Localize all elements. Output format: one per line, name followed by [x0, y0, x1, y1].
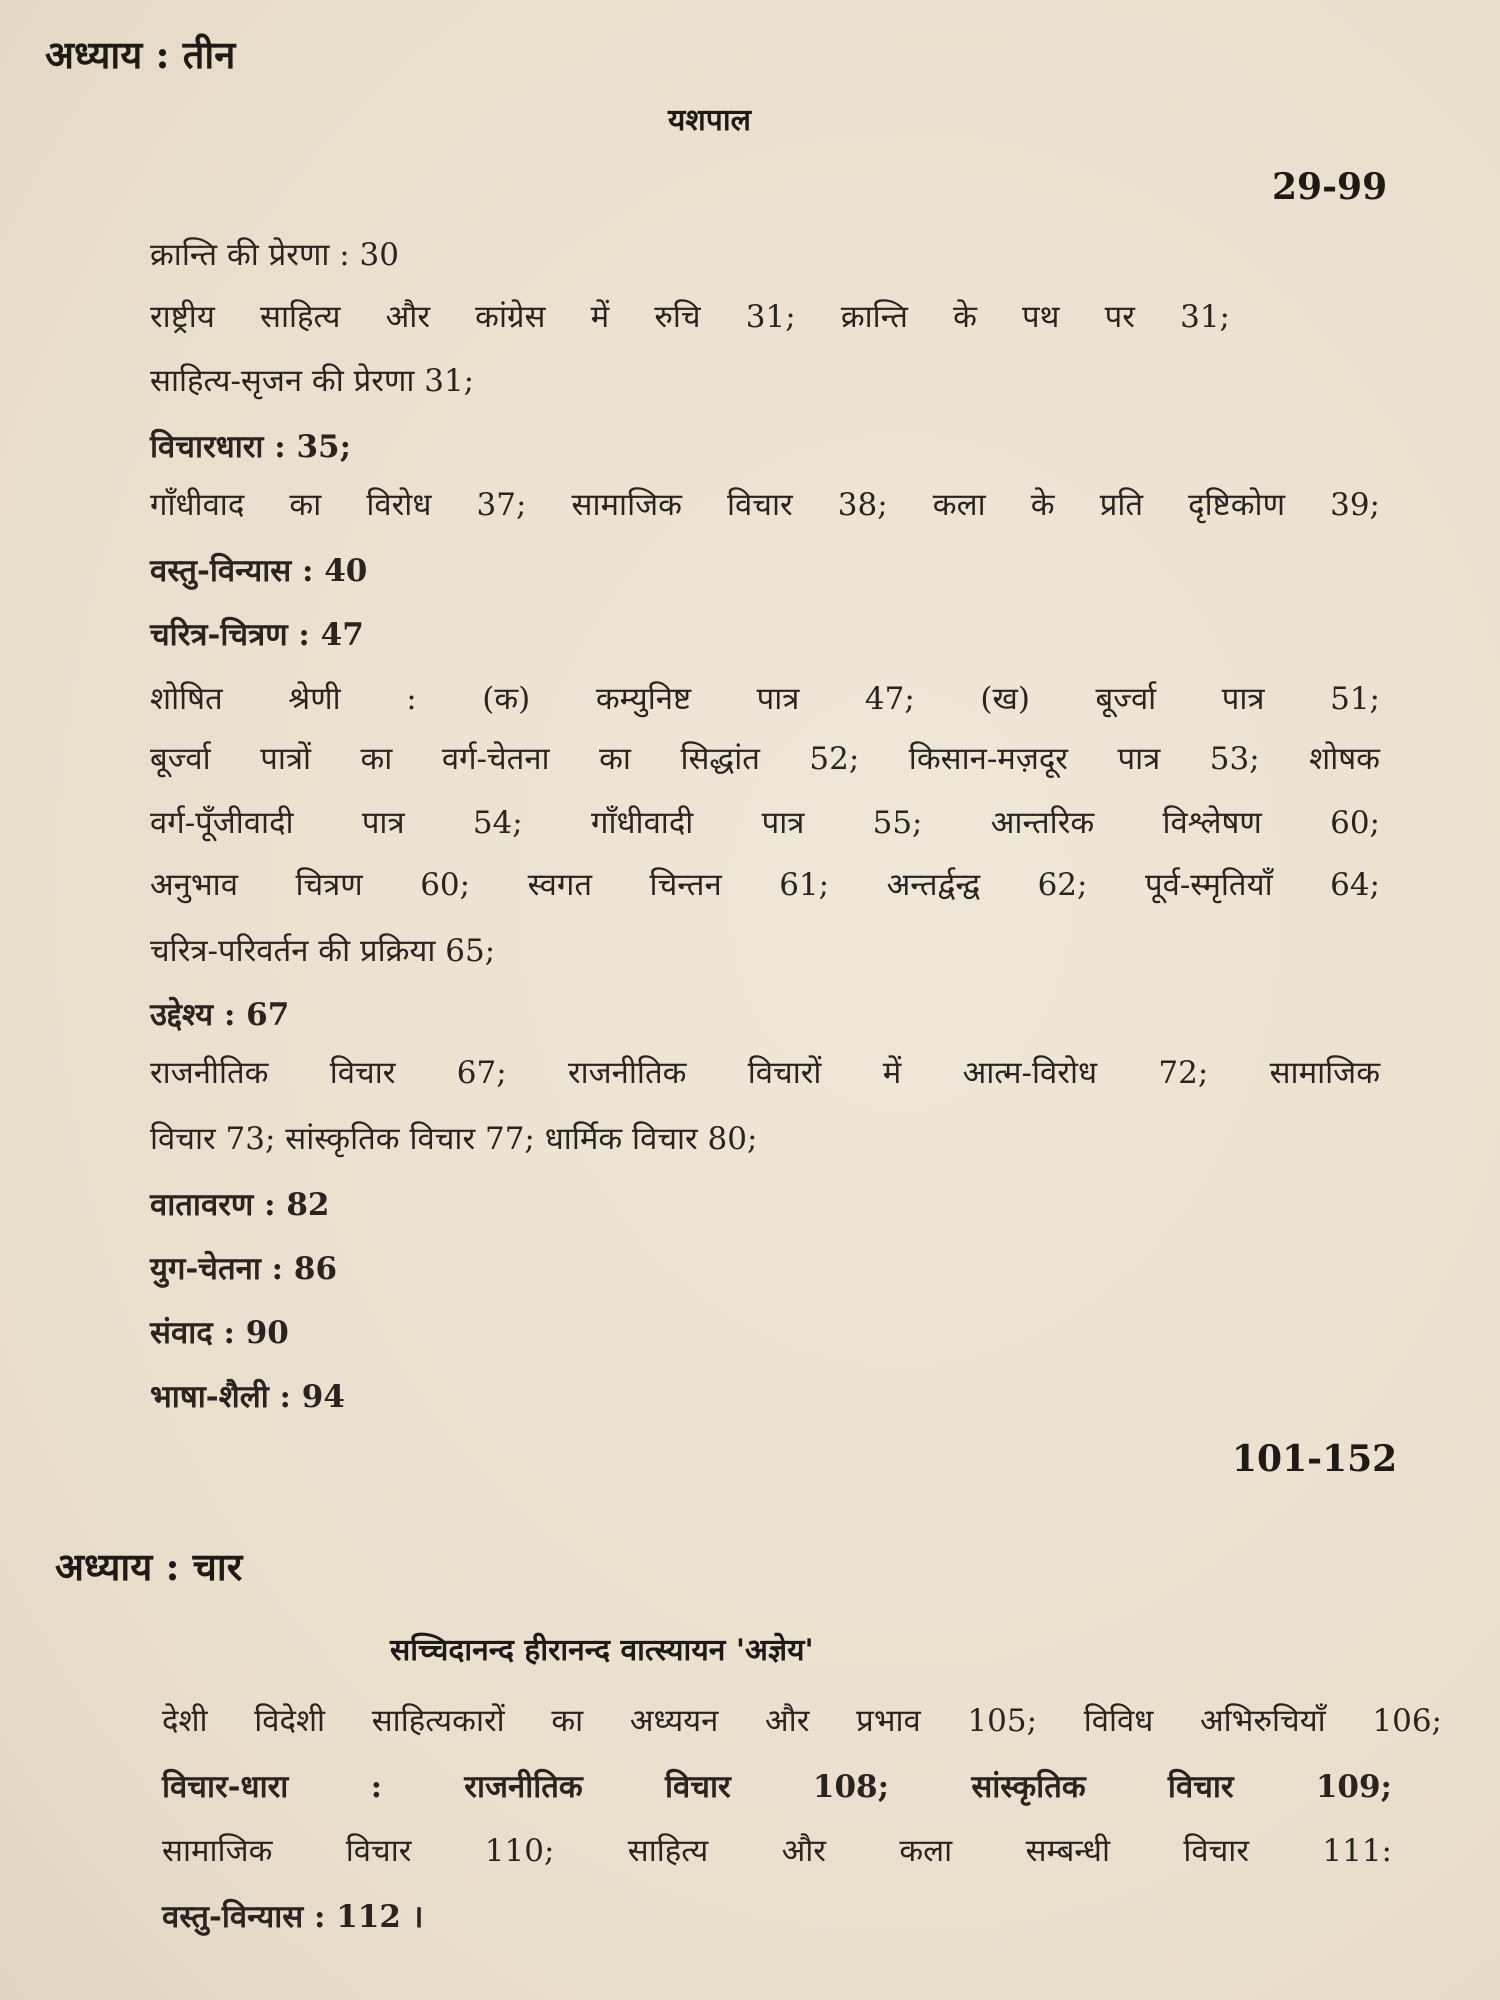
toc-line: विचार 73; सांस्कृतिक विचार 77; धार्मिक विचार 80; — [150, 1121, 758, 1157]
toc-line: बूर्ज्वा पात्रों का वर्ग-चेतना का सिद्धांत 52; किसान-मज़दूर पात्र 53; शोषक — [150, 741, 1380, 777]
chapter4-heading: अध्याय : चार — [55, 1544, 243, 1589]
toc-line: क्रान्ति की प्रेरणा : 30 — [150, 237, 399, 273]
toc-line: राष्ट्रीय साहित्य और कांग्रेस में रुचि 31; क्रान्ति के पथ पर 31; — [150, 299, 1230, 335]
toc-line: साहित्य-सृजन की प्रेरणा 31; — [150, 363, 475, 399]
toc-heading: भाषा-शैली : 94 — [150, 1379, 345, 1415]
toc-heading: वस्तु-विन्यास : 40 — [150, 553, 368, 589]
chapter3-author: यशपाल — [668, 103, 751, 138]
toc-heading: वातावरण : 82 — [150, 1187, 330, 1223]
toc-line: विचार-धारा : राजनीतिक विचार 108; सांस्कृतिक विचार 109; — [162, 1769, 1392, 1805]
toc-heading: वस्तु-विन्यास : 112 । — [162, 1899, 424, 1935]
toc-heading: विचारधारा : 35; — [150, 429, 352, 465]
chapter3-heading: अध्याय : तीन — [45, 32, 236, 77]
toc-line: अनुभाव चित्रण 60; स्वगत चिन्तन 61; अन्तर्द्वन्द्व 62; पूर्व-स्मृतियाँ 64; — [150, 867, 1380, 903]
toc-heading: संवाद : 90 — [150, 1315, 289, 1351]
toc-line: गाँधीवाद का विरोध 37; सामाजिक विचार 38; कला के प्रति दृष्टिकोण 39; — [150, 487, 1380, 523]
toc-line: वर्ग-पूँजीवादी पात्र 54; गाँधीवादी पात्र 55; आन्तरिक विश्लेषण 60; — [150, 805, 1380, 841]
toc-line: देशी विदेशी साहित्यकारों का अध्ययन और प्रभाव 105; विविध अभिरुचियाँ 106; — [162, 1703, 1442, 1739]
toc-line: चरित्र-परिवर्तन की प्रक्रिया 65; — [150, 933, 496, 969]
chapter4-author: सच्चिदानन्द हीरानन्द वात्स्यायन 'अज्ञेय' — [390, 1633, 814, 1668]
toc-line: राजनीतिक विचार 67; राजनीतिक विचारों में आत्म-विरोध 72; सामाजिक — [150, 1055, 1380, 1091]
chapter4-page-range: 101-152 — [1232, 1438, 1398, 1480]
chapter3-page-range: 29-99 — [1272, 166, 1388, 208]
toc-line: शोषित श्रेणी : (क) कम्युनिष्ट पात्र 47; (ख) बूर्ज्वा पात्र 51; — [150, 681, 1380, 717]
toc-heading: उद्देश्य : 67 — [150, 997, 290, 1033]
toc-heading: चरित्र-चित्रण : 47 — [150, 617, 364, 653]
toc-line: सामाजिक विचार 110; साहित्य और कला सम्बन्धी विचार 111: — [162, 1833, 1392, 1869]
toc-heading: युग-चेतना : 86 — [150, 1251, 338, 1287]
